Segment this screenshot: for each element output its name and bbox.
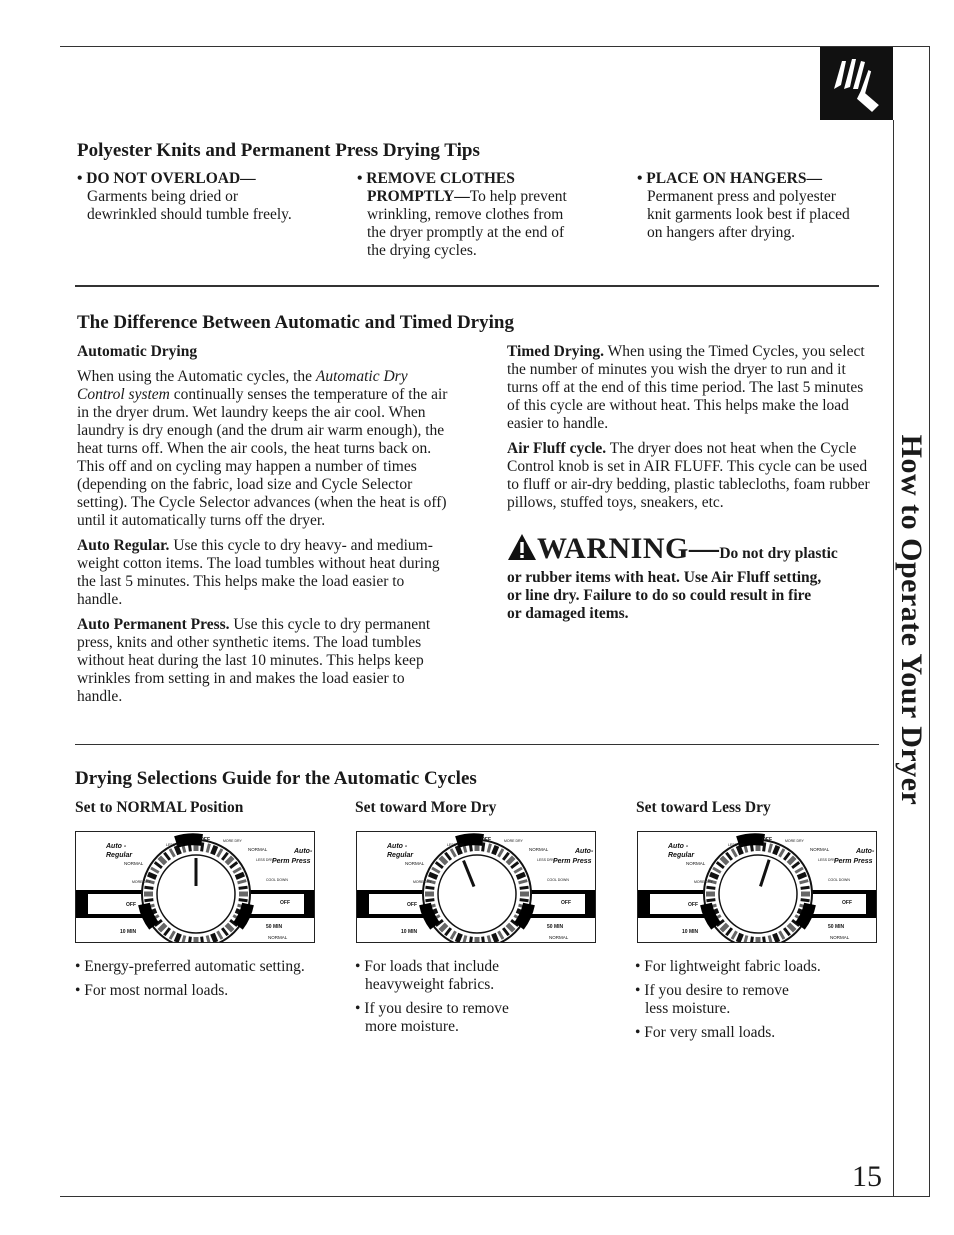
dial-tick <box>774 934 777 942</box>
dial-normal <box>76 832 315 943</box>
dial-less-dry <box>638 832 877 943</box>
dial-label: OFF <box>762 837 772 843</box>
dial-label: OFF <box>280 900 290 906</box>
dial-tick <box>176 934 179 942</box>
tip-line: the dryer promptly at the end of <box>367 224 565 241</box>
dial-label: 50 MIN <box>828 924 845 930</box>
dial-label: Auto - <box>106 843 127 850</box>
cycle-dial-panel-normal <box>75 831 315 943</box>
dial-off-segment <box>738 839 764 842</box>
warning-line: or rubber items with heat. Use Air Fluff setting, <box>507 569 822 586</box>
dial-label: LESS DRY <box>818 858 836 862</box>
dial-tick <box>239 887 248 888</box>
dial-label: MORE DRY <box>413 880 432 884</box>
warning-dash: — <box>688 532 720 565</box>
guide-bullet: • For loads that include <box>355 958 500 975</box>
tip-do-not-overload <box>77 170 337 224</box>
dial-label: NORMAL <box>810 847 830 852</box>
dial-knob <box>719 855 797 933</box>
dial-tick <box>144 887 153 888</box>
tip-line: Permanent press and polyester <box>647 188 836 205</box>
auto-regular-paragraph: Auto Regular. Use this cycle to dry heavy- and medium-weight cotton items. The load tumbles without heat during the last 5 minutes. This helps make the load easier to handle. <box>77 537 440 608</box>
tip-line: dewrinkled should tumble freely. <box>87 206 292 223</box>
automatic-drying-column <box>77 343 449 706</box>
dial-label: Auto- <box>575 848 594 855</box>
dial-tick <box>706 887 715 888</box>
guide-bullet: • For very small loads. <box>635 1024 776 1041</box>
guide-bullet: heavyweight fabrics. <box>365 976 495 993</box>
tip-line: the drying cycles. <box>367 242 477 259</box>
dial-label: Auto- <box>294 848 313 855</box>
timed-drying-column <box>507 343 879 512</box>
dial-label: NORMAL <box>830 935 850 940</box>
difference-title: The Difference Between Automatic and Timed Drying <box>77 312 514 333</box>
dial-label: 10 MIN <box>120 929 137 935</box>
warning-line: or damaged items. <box>507 605 629 622</box>
guide-col-normal-heading: Set to NORMAL Position <box>75 799 244 816</box>
hand-pointer-icon <box>820 47 893 120</box>
dial-tick <box>470 937 471 943</box>
dial-tick <box>710 874 718 877</box>
auto-perm-press-paragraph: Auto Permanent Press. Use this cycle to dry permanent press, knits and other synthetic items. The load tumbles without heat during the last 10 minutes. This helps keep wrinkles from setting in and makes the load easier to handle. <box>77 616 431 705</box>
dial-tick <box>520 900 529 901</box>
automatic-drying-paragraph: When using the Automatic cycles, the Automatic Dry Control system continually senses the temperature of the air in the dryer drum. Wet laundry keeps the air cool. When laundry is dry enough (and the drum air warm enough), the heat turns off. When the air cools, the heat turns back on. This off and on cycling may happen a number of times (depending on the fabric, load size and Cycle Selector setting). The Cycle Selector advances (when the heat is off) until it automatically turns off the dryer. <box>77 368 448 529</box>
guide-bullet: • Energy-preferred automatic setting. <box>75 958 305 975</box>
tip-line: knit garments look best if placed <box>647 206 850 223</box>
cycle-dial-panel-more-dry <box>356 831 596 943</box>
dial-label: Regular <box>106 852 133 859</box>
dial-tick <box>236 874 244 877</box>
dial-label: NORMAL <box>124 861 144 866</box>
air-fluff-paragraph: Air Fluff cycle. The dryer does not heat when the Cycle Control knob is set in AIR FLUFF. This cycle can be used to fluff or air-dry bedding, plastic tablecloths, foam rubber pillows, stuffed toys, sneakers, etc. <box>507 440 870 511</box>
dial-label: MORE DRY <box>694 880 713 884</box>
dial-tick <box>425 887 434 888</box>
warning-triangle-icon <box>507 533 537 561</box>
right-border <box>929 46 930 1196</box>
cycle-dial-panel-less-dry <box>637 831 877 943</box>
dial-knob <box>438 855 516 933</box>
dial-label: 50 MIN <box>547 924 564 930</box>
section-divider <box>75 285 879 287</box>
dial-label: Perm Press <box>272 858 311 865</box>
dial-tick <box>764 937 765 943</box>
guide-bullet: • If you desire to remove <box>635 982 789 999</box>
warning-line: or line dry. Failure to do so could result in fire <box>507 587 812 604</box>
dial-tick <box>493 934 496 942</box>
dial-label: Auto- <box>856 848 875 855</box>
warning-word: WARNING <box>537 532 689 565</box>
dial-label: 50 MIN <box>266 924 283 930</box>
dial-tick <box>189 937 190 943</box>
tip-head: • DO NOT OVERLOAD— <box>77 170 256 187</box>
dial-tick <box>202 937 203 943</box>
dial-label: OFF <box>200 837 210 843</box>
dial-tick <box>798 874 806 877</box>
dial-label: COOL DOWN <box>266 878 288 882</box>
dial-label: NORMAL <box>248 847 268 852</box>
dial-tick <box>764 842 765 851</box>
dial-tick <box>144 900 153 901</box>
dial-label: MORE DRY <box>785 839 804 843</box>
guide-col-less-dry-heading: Set toward Less Dry <box>636 799 771 816</box>
dial-label: 10 MIN <box>682 929 699 935</box>
dial-label: MORE DRY <box>132 880 151 884</box>
dial-label: LESS DRY <box>537 858 555 862</box>
dial-label: OFF <box>126 902 136 908</box>
dial-tick <box>425 900 434 901</box>
dial-label: LESS DRY <box>166 843 184 847</box>
dial-label: Perm Press <box>834 858 873 865</box>
tip-place-on-hangers <box>637 170 887 242</box>
automatic-drying-heading: Automatic Drying <box>77 343 198 360</box>
dial-label: NORMAL <box>549 935 569 940</box>
dial-label: COOL DOWN <box>828 878 850 882</box>
guide-bullet: • If you desire to remove <box>355 1000 509 1017</box>
guide-bullet: • For lightweight fabric loads. <box>635 958 821 975</box>
dial-more-dry <box>357 832 596 943</box>
guide-bullet: • For most normal loads. <box>75 982 229 999</box>
dial-label: MORE DRY <box>223 839 242 843</box>
dial-label: Auto - <box>668 843 689 850</box>
dial-tick <box>483 937 484 943</box>
guide-title: Drying Selections Guide for the Automatic Cycles <box>75 768 477 789</box>
bottom-rule <box>60 1196 930 1197</box>
timed-drying-paragraph: Timed Drying. When using the Timed Cycles, you select the number of minutes you wish the dryer to run and it turns off at the end of this time period. The last 5 minutes of this cycle are without heat. This helps make the load easier to handle. <box>507 343 865 432</box>
guide-col-more-dry-bullets <box>355 958 625 1036</box>
dial-tick <box>493 846 496 854</box>
guide-bullet: more moisture. <box>365 1018 459 1035</box>
dial-tick <box>706 900 715 901</box>
dial-label: LESS DRY <box>728 843 746 847</box>
dial-tick <box>774 846 777 854</box>
dial-tick <box>801 887 810 888</box>
dial-tick <box>429 874 437 877</box>
dial-off-segment <box>176 839 202 842</box>
tip-line: on hangers after drying. <box>647 224 796 241</box>
side-section-title: How to Operate Your Dryer <box>895 434 928 806</box>
tips-title: Polyester Knits and Permanent Press Drying Tips <box>77 140 480 161</box>
dial-label: OFF <box>481 837 491 843</box>
dial-tick <box>483 842 484 851</box>
dial-label: OFF <box>561 900 571 906</box>
guide-col-more-dry-heading: Set toward More Dry <box>355 799 497 816</box>
warning-line: Do not dry plastic <box>719 545 838 562</box>
dial-tick <box>148 874 156 877</box>
warning-block <box>507 533 879 623</box>
dial-label: OFF <box>407 902 417 908</box>
dial-tick <box>212 934 215 942</box>
tip-line: To help prevent <box>469 188 567 205</box>
dial-label: COOL DOWN <box>547 878 569 882</box>
tip-line: wrinkling, remove clothes from <box>367 206 564 223</box>
page-number: 15 <box>852 1160 882 1193</box>
dial-tick <box>239 900 248 901</box>
dial-label: OFF <box>688 902 698 908</box>
tip-remove-clothes <box>357 170 617 260</box>
dial-label: MORE DRY <box>504 839 523 843</box>
dial-label: OFF <box>842 900 852 906</box>
dial-label: NORMAL <box>686 861 706 866</box>
dial-tick <box>202 842 203 851</box>
tip-line: Garments being dried or <box>87 188 239 205</box>
section-divider <box>75 744 879 745</box>
dial-label: Perm Press <box>553 858 592 865</box>
dial-tick <box>520 887 529 888</box>
dial-tick <box>801 900 810 901</box>
dial-label: 10 MIN <box>401 929 418 935</box>
top-rule <box>60 46 930 47</box>
dial-label: NORMAL <box>268 935 288 940</box>
dial-label: Regular <box>668 852 695 859</box>
dial-tick <box>212 846 215 854</box>
guide-col-less-dry-bullets <box>635 958 885 1042</box>
dial-label: LESS DRY <box>256 858 274 862</box>
tip-head-cont: PROMPTLY— <box>367 188 470 205</box>
dial-tick <box>457 934 460 942</box>
dial-label: Auto - <box>387 843 408 850</box>
guide-col-normal-bullets <box>75 958 345 1000</box>
dial-tick <box>738 934 741 942</box>
guide-bullet: less moisture. <box>645 1000 731 1017</box>
dial-off-segment <box>457 839 483 842</box>
dial-label: NORMAL <box>529 847 549 852</box>
dial-label: LESS DRY <box>447 843 465 847</box>
dial-label: NORMAL <box>405 861 425 866</box>
dial-label: Regular <box>387 852 414 859</box>
dial-tick <box>751 937 752 943</box>
dial-tick <box>517 874 525 877</box>
tip-head: • REMOVE CLOTHES <box>357 170 515 187</box>
tip-head: • PLACE ON HANGERS— <box>637 170 822 187</box>
